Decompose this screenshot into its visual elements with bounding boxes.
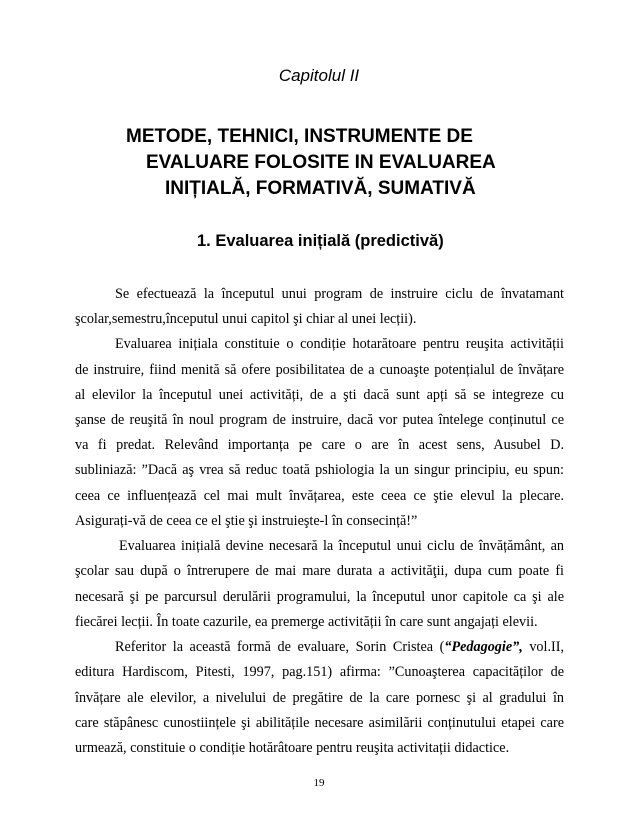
paragraph-line: fiecărei lecții. În toate cazurile, ea premerge activității în care sunt angajați elevii. xyxy=(75,614,538,630)
page-number: 19 xyxy=(313,777,325,789)
paragraph-line: şcolar,semestru,începutul unui capitol şi chiar al unei lecții). xyxy=(75,311,417,327)
citation-rest: vol.II, xyxy=(522,639,564,655)
chapter-title-line-3: INIȚIALĂ, FORMATIVĂ, SUMATIVĂ xyxy=(165,178,476,199)
section-heading: 1. Evaluarea inițială (predictivă) xyxy=(197,232,444,250)
paragraph-line: subliniază: ”Dacă aş vrea să reduc toată pshiologia la un singur principiu, eu spun: xyxy=(75,462,564,478)
paragraph-line: Evaluarea inițială devine necesară la începutul unui ciclu de învățământ, an xyxy=(119,538,564,554)
paragraph-line: învățare ale elevilor, a nivelului de pregătire de la care pornesc şi al gradului în xyxy=(75,690,564,706)
paragraph-line: Evaluarea inițiala constituie o condiție hotarătoare pentru reuşita activității xyxy=(115,336,564,352)
paragraph-line: al elevilor la începutul unei activități, de a şti dacă sunt apți să se integreze cu xyxy=(75,387,564,403)
paragraph-line: care stăpânesc cunostiințele şi abilitățile necesare asimilării conținutului etapei care xyxy=(75,715,564,731)
paragraph-line: Asigurați-vă de ceea ce el ştie şi instruieşte-l în consecință!” xyxy=(75,513,418,529)
paragraph-line: editura Hardiscom, Pitesti, 1997, pag.151) afirma: ”Cunoaşterea capacităților de xyxy=(75,664,564,680)
chapter-title-line-1: METODE, TEHNICI, INSTRUMENTE DE xyxy=(126,126,473,147)
paragraph-line: de instruire, fiind menită să ofere posibilitatea de a cunoaşte potențialul de învățare xyxy=(75,362,564,378)
chapter-title-line-2: EVALUARE FOLOSITE IN EVALUAREA xyxy=(146,152,496,173)
paragraph-line: ceea ce influențează cel mai mult învățarea, este ceea ce ştie elevul la plecare. xyxy=(75,488,564,504)
citation-lead: Referitor la această formă de evaluare, Sorin Cristea ( xyxy=(115,639,445,655)
chapter-label: Capitolul II xyxy=(278,66,360,85)
paragraph-line: necesară şi pe parcursul derulării programului, la începutul unor capitole ca şi ale xyxy=(75,589,564,605)
paragraph-line: Se efectuează la începutul unui program de instruire ciclu de învatamant xyxy=(115,286,564,302)
paragraph-line: va fi predat. Relevând importanța pe care o are în acest sens, Ausubel D. xyxy=(75,437,564,453)
paragraph-line: şcolar sau după o întrerupere de mai mare durata a activităţii, dupa cum poate fi xyxy=(75,563,564,579)
paragraph-line: şanse de reuşită în noul program de instruire, dacă vor putea întelege conținutul ce xyxy=(75,412,564,428)
paragraph-line: urmează, constituie o condiție hotărâtoare pentru reuşita activitații didactice. xyxy=(75,740,510,756)
paragraph-line-citation xyxy=(115,638,564,656)
citation-title: “Pedagogie”, xyxy=(444,639,523,655)
